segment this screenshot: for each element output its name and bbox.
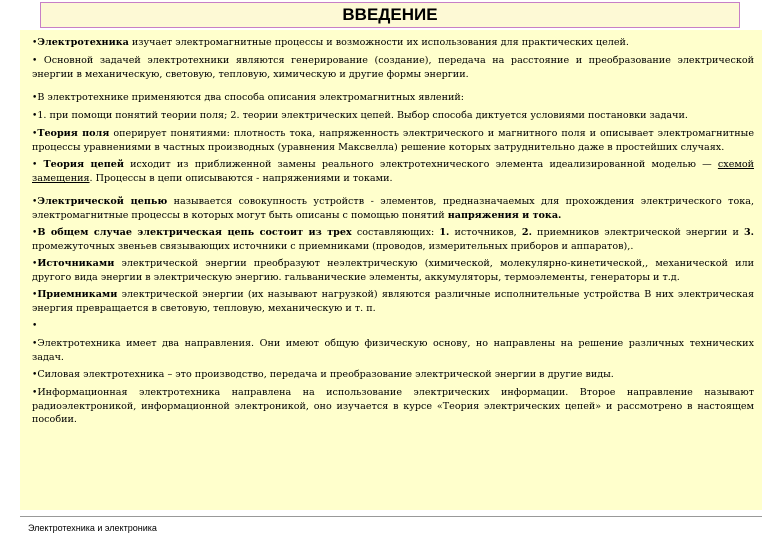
page-title: ВВЕДЕНИЕ xyxy=(342,5,438,24)
paragraph-text: оперирует понятиями: плотность тока, напряженность электрического и магнитного поля и описывает электромагнитные процессы уравнениями в частных производных (уравнения Максвелла) решение которых затруднительно даже в простейших случаях. xyxy=(32,128,754,153)
bullet: • xyxy=(32,56,38,66)
bullet: • xyxy=(32,321,38,331)
paragraph-4 xyxy=(32,109,754,123)
paragraph-text: электрической энергии преобразуют неэлектрическую (химической, молекулярно-кинетической,, механической или другого вида энергии в электрическую энергию. гальванические элементы, аккумуляторы, термоэлементы, генераторы и т.д. xyxy=(32,258,754,283)
paragraph-12 xyxy=(32,368,754,382)
paragraph-10 xyxy=(32,288,754,315)
term-circuit-composition: В общем случае электрическая цепь состоит из трех xyxy=(37,227,352,238)
paragraph-text: электрической энергии (их называют нагрузкой) являются различные исполнительные устройства В них электрическая энергия превращается в световую, тепловую, механическую и т. п. xyxy=(32,289,754,314)
bullet: • xyxy=(32,290,38,300)
paragraph-text: Силовая электротехника – это производство, передача и преобразование электрической энергии в другие виды. xyxy=(37,369,614,380)
item-number: 3. xyxy=(743,227,754,238)
paragraph-text: приемников электрической энергии и xyxy=(531,227,744,238)
bullet: • xyxy=(32,160,38,170)
bullet: • xyxy=(32,339,38,349)
paragraph-13 xyxy=(32,386,754,426)
bullet: • xyxy=(32,259,38,269)
bullet: • xyxy=(32,388,38,398)
term-field-theory: Теория поля xyxy=(37,128,110,139)
paragraph-text: Информационная электротехника направлена на использование электрических информации. Второе направление называют радиоэлектроникой, информационной электроникой, оно изучается в курсе «Теория электрических цепей» и рассмотрено в настоящем пособии. xyxy=(32,387,754,425)
paragraph-5 xyxy=(32,127,754,154)
paragraph-11 xyxy=(32,337,754,364)
paragraph-3 xyxy=(32,91,754,105)
term-voltage-current: напряжения и тока. xyxy=(447,210,562,221)
bullet: • xyxy=(32,228,38,238)
bullet: • xyxy=(32,111,38,121)
bullet: • xyxy=(32,370,38,380)
bullet: • xyxy=(32,38,38,48)
paragraph-6 xyxy=(32,158,754,185)
paragraph-text: изучает электромагнитные процессы и возможности их использования для практических целей. xyxy=(128,37,629,48)
term-circuit-theory: Теория цепей xyxy=(43,159,124,170)
paragraph-9 xyxy=(32,257,754,284)
footer-caption: Электротехника и электроника xyxy=(28,523,157,533)
paragraph-1 xyxy=(32,36,754,50)
term-receivers: Приемниками xyxy=(37,289,118,300)
paragraph-2 xyxy=(32,54,754,81)
bullet: • xyxy=(32,197,38,207)
content-area xyxy=(20,30,762,510)
term-sources: Источниками xyxy=(37,258,115,269)
paragraph-text: источников, xyxy=(449,227,522,238)
paragraph-text: 1. при помощи понятий теории поля; 2. теории электрических цепей. Выбор способа диктуется условиями постановки задачи. xyxy=(37,110,688,121)
paragraph-text: Основной задачей электротехники являются генерирование (создание), передача на расстояние и преобразование электрической энергии в механическую, световую, тепловую, химическую и другие формы энергии. xyxy=(32,55,754,80)
paragraph-8 xyxy=(32,226,754,253)
paragraph-text: В электротехнике применяются два способа описания электромагнитных явлений: xyxy=(37,92,465,103)
paragraph-text: исходит из приближенной замены реального электротехнического элемента идеализированной моделью — xyxy=(123,159,718,170)
paragraph-text: составляющих: xyxy=(351,227,440,238)
term-electric-circuit: Электрической цепью xyxy=(37,196,168,207)
paragraph-text: называется совокупность устройств - элементов, предназначаемых для прохождения электрического тока, электромагнитные процессы в которых могут быть описаны с помощью понятий xyxy=(32,196,754,221)
title-box xyxy=(40,2,740,28)
paragraph-text: промежуточных звеньев связывающих источники с приемниками (проводов, измерительных приборов и аппаратов),. xyxy=(32,241,634,252)
paragraph-text: . Процессы в цепи описываются - напряжениями и токами. xyxy=(89,173,393,184)
item-number: 1. xyxy=(439,227,450,238)
bullet: • xyxy=(32,129,38,139)
footer-divider xyxy=(20,516,762,517)
bullet: • xyxy=(32,93,38,103)
empty-bullet-paragraph xyxy=(32,319,754,333)
paragraph-text: Электротехника имеет два направления. Они имеют общую физическую основу, но направлены на решение различных технических задач. xyxy=(32,338,754,363)
term-equivalent-circuit: схемой замещения xyxy=(32,159,754,184)
paragraph-7 xyxy=(32,195,754,222)
term-electrotechnics: Электротехника xyxy=(37,37,129,48)
item-number: 2. xyxy=(521,227,532,238)
